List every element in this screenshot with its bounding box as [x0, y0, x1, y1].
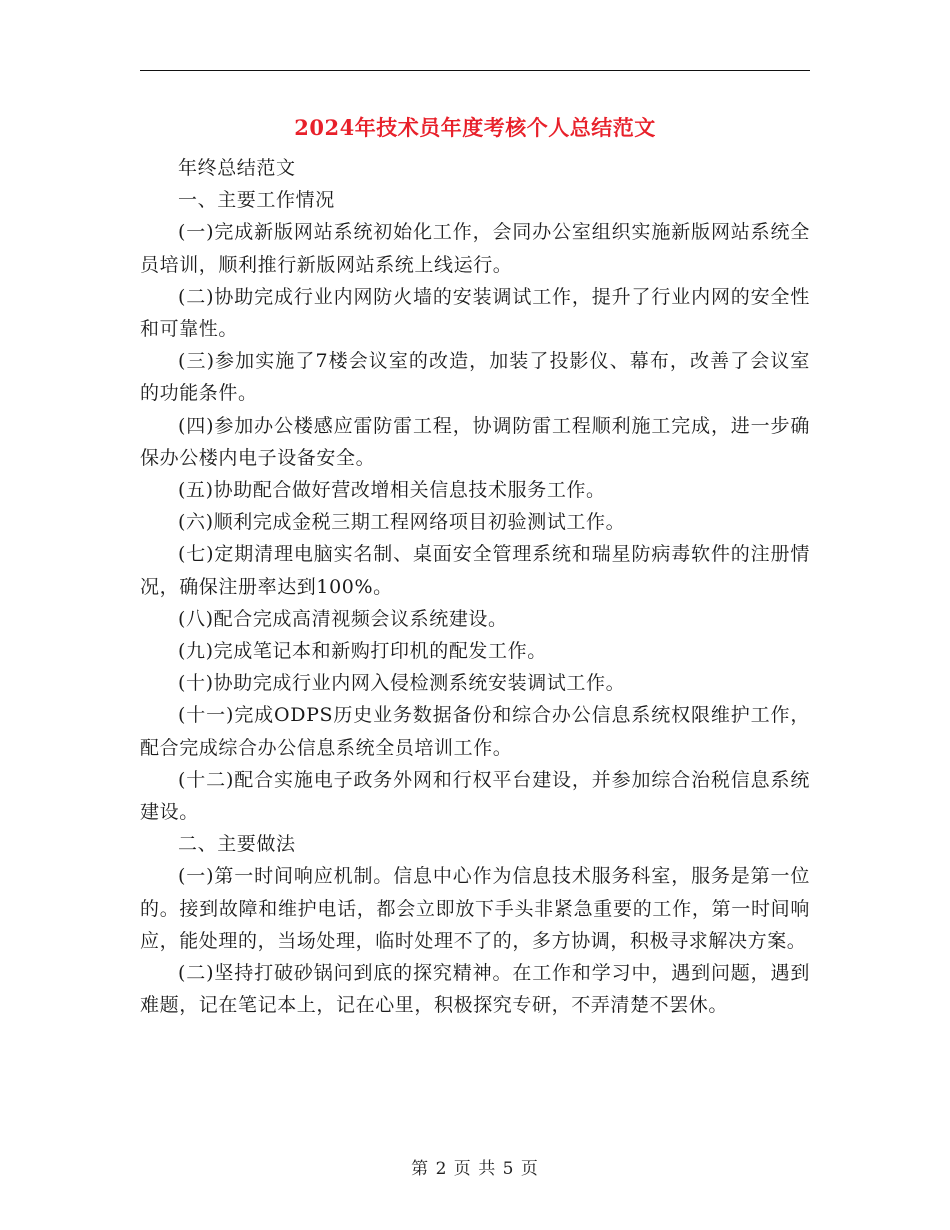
document-body — [140, 152, 810, 1021]
paragraph: (二)协助完成行业内网防火墙的安装调试工作，提升了行业内网的安全性和可靠性。 — [140, 285, 810, 341]
paragraph: (十)协助完成行业内网入侵检测系统安装调试工作。 — [178, 672, 626, 695]
paragraph: (十一)完成ODPS历史业务数据备份和综合办公信息系统权限维护工作，配合完成综合办公信息系统全员培训工作。 — [140, 704, 810, 759]
paragraph: (四)参加办公楼感应雷防雷工程，协调防雷工程顺利施工完成，进一步确保办公楼内电子设备安全。 — [140, 414, 810, 469]
paragraph: (一)完成新版网站系统初始化工作，会同办公室组织实施新版网站系统全员培训，顺利推行新版网站系统上线运行。 — [140, 221, 810, 276]
section-heading: 一、主要工作情况 — [178, 189, 335, 212]
header-rule — [140, 70, 810, 71]
paragraph: 年终总结范文 — [178, 157, 296, 179]
paragraph: (一)第一时间响应机制。信息中心作为信息技术服务科室，服务是第一位的。接到故障和维护电话，都会立即放下手头非紧急重要的工作，第一时间响应，能处理的，当场处理，临时处理不了的，多方协调，积极寻求解决方案。 — [140, 865, 810, 952]
section-heading: 二、主要做法 — [178, 833, 296, 856]
paragraph: (六)顺利完成金税三期工程网络项目初验测试工作。 — [178, 511, 626, 534]
page-number: 第 2 页 共 5 页 — [411, 1159, 539, 1179]
paragraph: (五)协助配合做好营改增相关信息技术服务工作。 — [178, 479, 606, 502]
paragraph: (八)配合完成高清视频会议系统建设。 — [178, 607, 508, 630]
document-title: 2024年技术员年度考核个人总结范文 — [294, 115, 656, 140]
paragraph: (三)参加实施了7楼会议室的改造，加装了投影仪、幕布，改善了会议室的功能条件。 — [140, 350, 810, 405]
paragraph: (十二)配合实施电子政务外网和行权平台建设，并参加综合治税信息系统建设。 — [140, 768, 810, 824]
paragraph: (二)坚持打破砂锅问到底的探究精神。在工作和学习中，遇到问题，遇到难题，记在笔记本上，记在心里，积极探究专研，不弄清楚不罢休。 — [140, 962, 810, 1017]
paragraph: (九)完成笔记本和新购打印机的配发工作。 — [178, 640, 547, 663]
paragraph: (七)定期清理电脑实名制、桌面安全管理系统和瑞星防病毒软件的注册情况，确保注册率达到100%。 — [140, 543, 810, 598]
